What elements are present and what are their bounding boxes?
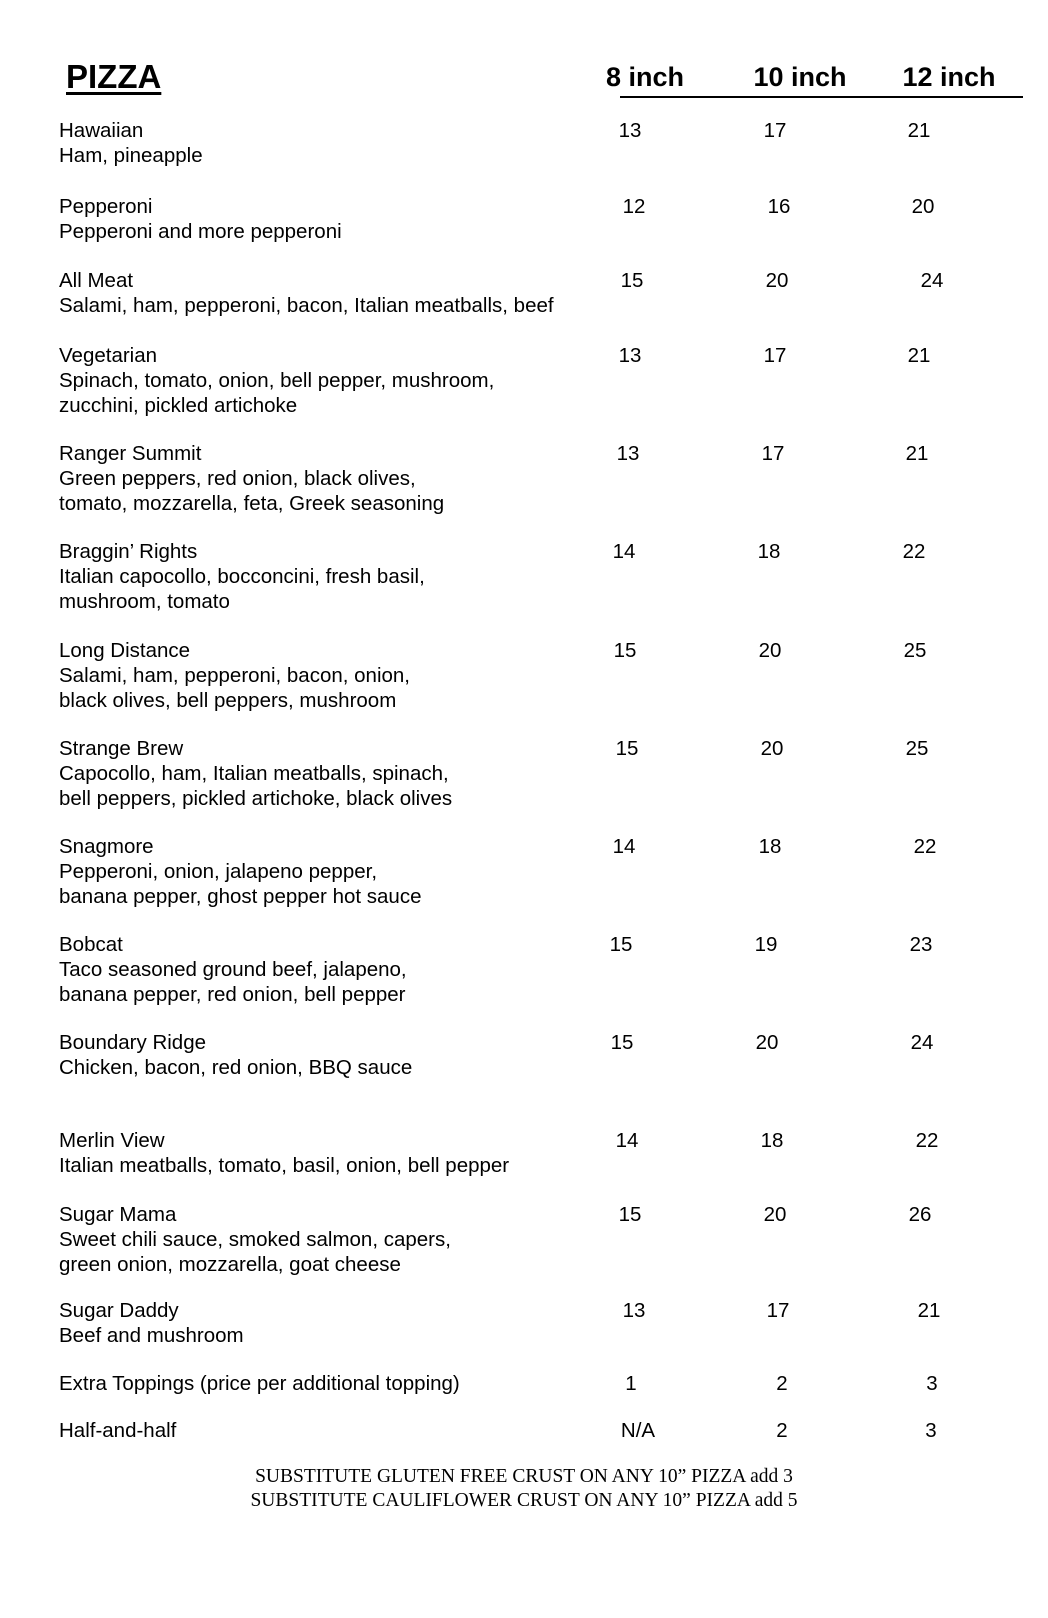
- price-10-inch: 2: [776, 1419, 788, 1442]
- menu-item-braggin-rights: [59, 539, 619, 614]
- menu-item-all-meat: [59, 268, 619, 318]
- price-10-inch: 18: [757, 540, 781, 563]
- item-description-line: Pepperoni, onion, jalapeno pepper,: [59, 860, 378, 883]
- price-8-inch: 13: [616, 442, 640, 465]
- price-10-inch: 18: [758, 835, 782, 858]
- price-12-inch: 3: [926, 1372, 938, 1395]
- menu-item-merlin-view: [59, 1128, 619, 1178]
- menu-item-sugar-mama: [59, 1202, 619, 1277]
- item-description-line: Taco seasoned ground beef, jalapeno,: [59, 958, 407, 981]
- item-name: Ranger Summit: [59, 442, 202, 465]
- item-name: Boundary Ridge: [59, 1031, 207, 1054]
- price-12-inch: 25: [905, 737, 929, 760]
- item-description-line: Beef and mushroom: [59, 1324, 244, 1347]
- price-8-inch: 1: [625, 1372, 637, 1395]
- price-10-inch: 17: [766, 1299, 790, 1322]
- price-10-inch: 16: [767, 195, 791, 218]
- item-name: Sugar Mama: [59, 1203, 177, 1226]
- page-title: PIZZA: [66, 58, 162, 95]
- price-12-inch: 20: [911, 195, 935, 218]
- item-description-line: banana pepper, red onion, bell pepper: [59, 983, 406, 1006]
- price-12-inch: 26: [908, 1203, 932, 1226]
- price-8-inch: N/A: [620, 1419, 656, 1442]
- item-description-line: zucchini, pickled artichoke: [59, 394, 298, 417]
- price-8-inch: 14: [612, 540, 636, 563]
- item-name: Long Distance: [59, 639, 191, 662]
- item-name: Hawaiian: [59, 119, 144, 142]
- price-8-inch: 14: [612, 835, 636, 858]
- price-10-inch: 17: [761, 442, 785, 465]
- price-12-inch: 24: [920, 269, 944, 292]
- item-name: Pepperoni: [59, 195, 153, 218]
- price-12-inch: 25: [903, 639, 927, 662]
- price-8-inch: 13: [618, 344, 642, 367]
- price-8-inch: 15: [618, 1203, 642, 1226]
- item-description-line: Pepperoni and more pepperoni: [59, 220, 342, 243]
- menu-item-snagmore: [59, 834, 619, 909]
- menu-item-hawaiian: [59, 118, 619, 168]
- size-header-8-inch: 8 inch: [605, 62, 685, 92]
- price-10-inch: 20: [758, 639, 782, 662]
- item-description-line: Chicken, bacon, red onion, BBQ sauce: [59, 1056, 413, 1079]
- item-name: Strange Brew: [59, 737, 184, 760]
- price-10-inch: 20: [755, 1031, 779, 1054]
- price-10-inch: 20: [760, 737, 784, 760]
- price-8-inch: 13: [618, 119, 642, 142]
- price-10-inch: 2: [776, 1372, 788, 1395]
- item-name: Extra Toppings (price per additional topping): [59, 1372, 460, 1395]
- price-10-inch: 19: [754, 933, 778, 956]
- item-description-line: banana pepper, ghost pepper hot sauce: [59, 885, 422, 908]
- item-description-line: Green peppers, red onion, black olives,: [59, 467, 416, 490]
- menu-item-extra-toppings-price-per-additional-topping: [59, 1371, 619, 1396]
- price-12-inch: 22: [915, 1129, 939, 1152]
- menu-item-long-distance: [59, 638, 619, 713]
- price-8-inch: 13: [622, 1299, 646, 1322]
- price-8-inch: 15: [610, 1031, 634, 1054]
- item-description-line: Spinach, tomato, onion, bell pepper, mushroom,: [59, 369, 495, 392]
- item-description-line: Capocollo, ham, Italian meatballs, spinach,: [59, 762, 449, 785]
- price-10-inch: 18: [760, 1129, 784, 1152]
- menu-item-half-and-half: [59, 1418, 619, 1443]
- item-description-line: black olives, bell peppers, mushroom: [59, 689, 397, 712]
- price-12-inch: 3: [925, 1419, 937, 1442]
- price-8-inch: 15: [615, 737, 639, 760]
- item-name: Vegetarian: [59, 344, 158, 367]
- item-name: All Meat: [59, 269, 134, 292]
- item-description-line: bell peppers, pickled artichoke, black olives: [59, 787, 453, 810]
- item-description-line: Salami, ham, pepperoni, bacon, Italian meatballs, beef: [59, 294, 554, 317]
- menu-item-boundary-ridge: [59, 1030, 619, 1080]
- header-underline: [620, 96, 1023, 98]
- item-name: Merlin View: [59, 1129, 165, 1152]
- size-header-10-inch: 10 inch: [753, 62, 847, 92]
- footer-note-gluten-free: SUBSTITUTE GLUTEN FREE CRUST ON ANY 10” PIZZA add 3: [255, 1466, 793, 1487]
- item-description-line: Italian meatballs, tomato, basil, onion, bell pepper: [59, 1154, 510, 1177]
- price-12-inch: 21: [907, 119, 931, 142]
- price-10-inch: 17: [763, 344, 787, 367]
- price-12-inch: 22: [902, 540, 926, 563]
- price-12-inch: 21: [907, 344, 931, 367]
- price-8-inch: 14: [615, 1129, 639, 1152]
- price-10-inch: 20: [765, 269, 789, 292]
- footer-note-cauliflower: SUBSTITUTE CAULIFLOWER CRUST ON ANY 10” PIZZA add 5: [250, 1490, 798, 1511]
- price-12-inch: 22: [913, 835, 937, 858]
- menu-item-sugar-daddy: [59, 1298, 619, 1348]
- menu-item-pepperoni: [59, 194, 619, 244]
- item-description-line: Sweet chili sauce, smoked salmon, capers,: [59, 1228, 451, 1251]
- item-name: Bobcat: [59, 933, 123, 956]
- item-description-line: Salami, ham, pepperoni, bacon, onion,: [59, 664, 411, 687]
- price-12-inch: 21: [917, 1299, 941, 1322]
- price-12-inch: 21: [905, 442, 929, 465]
- price-8-inch: 15: [609, 933, 633, 956]
- menu-item-strange-brew: [59, 736, 619, 811]
- menu-item-ranger-summit: [59, 441, 619, 516]
- menu-item-vegetarian: [59, 343, 619, 418]
- item-description-line: tomato, mozzarella, feta, Greek seasoning: [59, 492, 445, 515]
- item-description-line: mushroom, tomato: [59, 590, 230, 613]
- price-10-inch: 17: [763, 119, 787, 142]
- item-description-line: green onion, mozzarella, goat cheese: [59, 1253, 401, 1276]
- price-12-inch: 23: [909, 933, 933, 956]
- price-8-inch: 12: [622, 195, 646, 218]
- price-8-inch: 15: [620, 269, 644, 292]
- item-name: Snagmore: [59, 835, 154, 858]
- item-name: Half-and-half: [59, 1419, 177, 1442]
- item-description-line: Ham, pineapple: [59, 144, 203, 167]
- price-8-inch: 15: [613, 639, 637, 662]
- item-name: Sugar Daddy: [59, 1299, 179, 1322]
- price-10-inch: 20: [763, 1203, 787, 1226]
- item-description-line: Italian capocollo, bocconcini, fresh basil,: [59, 565, 425, 588]
- item-name: Braggin’ Rights: [59, 540, 198, 563]
- menu-item-bobcat: [59, 932, 619, 1007]
- price-12-inch: 24: [910, 1031, 934, 1054]
- size-header-12-inch: 12 inch: [902, 62, 996, 92]
